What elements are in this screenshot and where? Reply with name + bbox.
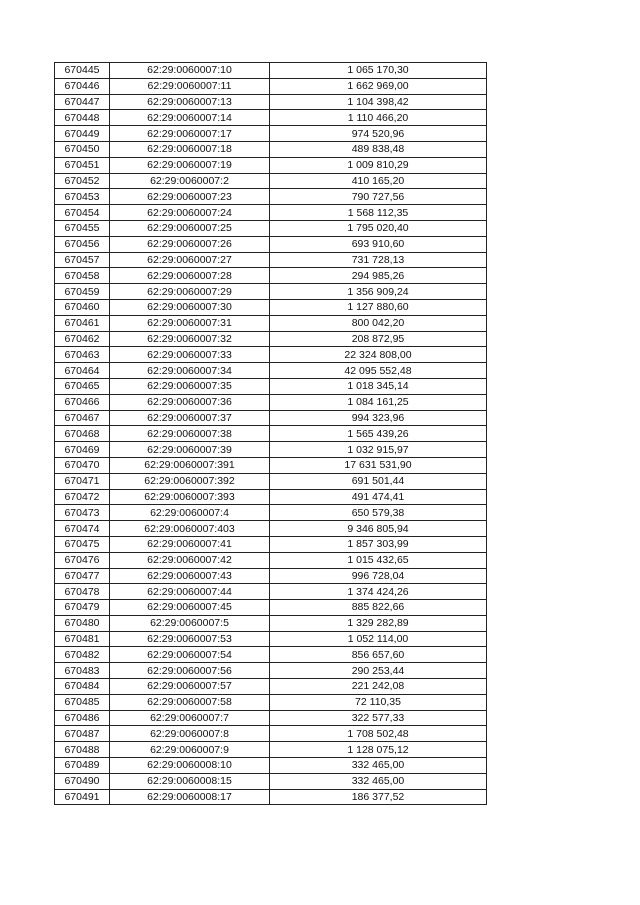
row-id-cell: 670471 bbox=[55, 473, 110, 489]
cadastral-number-cell: 62:29:0060007:38 bbox=[110, 426, 270, 442]
cadastral-number-cell: 62:29:0060007:41 bbox=[110, 536, 270, 552]
cadastral-number-cell: 62:29:0060007:4 bbox=[110, 505, 270, 521]
row-id-cell: 670484 bbox=[55, 679, 110, 695]
table-row bbox=[55, 442, 487, 458]
row-id-cell: 670446 bbox=[55, 78, 110, 94]
cadastral-number-cell: 62:29:0060007:29 bbox=[110, 284, 270, 300]
cadastral-number-cell: 62:29:0060007:30 bbox=[110, 299, 270, 315]
row-id-cell: 670474 bbox=[55, 521, 110, 537]
table-row bbox=[55, 426, 487, 442]
row-id-cell: 670472 bbox=[55, 489, 110, 505]
table-row bbox=[55, 600, 487, 616]
row-id-cell: 670461 bbox=[55, 315, 110, 331]
cadastral-value-cell: 1 329 282,89 bbox=[270, 615, 487, 631]
cadastral-number-cell: 62:29:0060007:392 bbox=[110, 473, 270, 489]
row-id-cell: 670468 bbox=[55, 426, 110, 442]
cadastral-number-cell: 62:29:0060007:32 bbox=[110, 331, 270, 347]
table-row bbox=[55, 363, 487, 379]
cadastral-number-cell: 62:29:0060007:37 bbox=[110, 410, 270, 426]
cadastral-value-cell: 489 838,48 bbox=[270, 141, 487, 157]
cadastral-value-cell: 1 662 969,00 bbox=[270, 78, 487, 94]
cadastral-value-cell: 1 857 303,99 bbox=[270, 536, 487, 552]
row-id-cell: 670476 bbox=[55, 552, 110, 568]
table-row bbox=[55, 615, 487, 631]
row-id-cell: 670470 bbox=[55, 457, 110, 473]
cadastral-number-cell: 62:29:0060007:9 bbox=[110, 742, 270, 758]
cadastral-value-cell: 650 579,38 bbox=[270, 505, 487, 521]
cadastral-value-cell: 1 065 170,30 bbox=[270, 63, 487, 79]
cadastral-value-cell: 186 377,52 bbox=[270, 789, 487, 805]
cadastral-number-cell: 62:29:0060007:27 bbox=[110, 252, 270, 268]
cadastral-value-cell: 1 127 880,60 bbox=[270, 299, 487, 315]
cadastral-value-cell: 1 795 020,40 bbox=[270, 220, 487, 236]
cadastral-value-table bbox=[54, 62, 487, 805]
row-id-cell: 670487 bbox=[55, 726, 110, 742]
row-id-cell: 670465 bbox=[55, 378, 110, 394]
row-id-cell: 670453 bbox=[55, 189, 110, 205]
cadastral-number-cell: 62:29:0060007:26 bbox=[110, 236, 270, 252]
table-row bbox=[55, 663, 487, 679]
row-id-cell: 670451 bbox=[55, 157, 110, 173]
row-id-cell: 670460 bbox=[55, 299, 110, 315]
cadastral-number-cell: 62:29:0060007:53 bbox=[110, 631, 270, 647]
table-row bbox=[55, 299, 487, 315]
table-row bbox=[55, 331, 487, 347]
cadastral-number-cell: 62:29:0060007:44 bbox=[110, 584, 270, 600]
cadastral-number-cell: 62:29:0060007:403 bbox=[110, 521, 270, 537]
cadastral-number-cell: 62:29:0060007:2 bbox=[110, 173, 270, 189]
cadastral-value-cell: 1 374 424,26 bbox=[270, 584, 487, 600]
row-id-cell: 670463 bbox=[55, 347, 110, 363]
cadastral-number-cell: 62:29:0060007:31 bbox=[110, 315, 270, 331]
row-id-cell: 670450 bbox=[55, 141, 110, 157]
cadastral-number-cell: 62:29:0060007:58 bbox=[110, 694, 270, 710]
table-row bbox=[55, 710, 487, 726]
cadastral-value-cell: 856 657,60 bbox=[270, 647, 487, 663]
cadastral-value-cell: 800 042,20 bbox=[270, 315, 487, 331]
row-id-cell: 670467 bbox=[55, 410, 110, 426]
table-body bbox=[55, 63, 487, 805]
cadastral-number-cell: 62:29:0060007:19 bbox=[110, 157, 270, 173]
cadastral-number-cell: 62:29:0060007:57 bbox=[110, 679, 270, 695]
cadastral-number-cell: 62:29:0060007:5 bbox=[110, 615, 270, 631]
cadastral-value-cell: 332 465,00 bbox=[270, 758, 487, 774]
table-row bbox=[55, 505, 487, 521]
cadastral-number-cell: 62:29:0060008:10 bbox=[110, 758, 270, 774]
cadastral-number-cell: 62:29:0060007:7 bbox=[110, 710, 270, 726]
table-row bbox=[55, 726, 487, 742]
table-row bbox=[55, 252, 487, 268]
cadastral-value-cell: 731 728,13 bbox=[270, 252, 487, 268]
row-id-cell: 670455 bbox=[55, 220, 110, 236]
row-id-cell: 670445 bbox=[55, 63, 110, 79]
cadastral-value-cell: 1 018 345,14 bbox=[270, 378, 487, 394]
table-row bbox=[55, 758, 487, 774]
cadastral-number-cell: 62:29:0060007:393 bbox=[110, 489, 270, 505]
row-id-cell: 670479 bbox=[55, 600, 110, 616]
table-row bbox=[55, 410, 487, 426]
cadastral-value-cell: 9 346 805,94 bbox=[270, 521, 487, 537]
cadastral-value-cell: 996 728,04 bbox=[270, 568, 487, 584]
table-row bbox=[55, 457, 487, 473]
row-id-cell: 670469 bbox=[55, 442, 110, 458]
cadastral-value-cell: 1 110 466,20 bbox=[270, 110, 487, 126]
cadastral-number-cell: 62:29:0060007:45 bbox=[110, 600, 270, 616]
cadastral-number-cell: 62:29:0060007:35 bbox=[110, 378, 270, 394]
cadastral-value-cell: 1 032 915,97 bbox=[270, 442, 487, 458]
cadastral-number-cell: 62:29:0060007:24 bbox=[110, 205, 270, 221]
cadastral-value-cell: 1 565 439,26 bbox=[270, 426, 487, 442]
cadastral-number-cell: 62:29:0060007:391 bbox=[110, 457, 270, 473]
cadastral-number-cell: 62:29:0060007:33 bbox=[110, 347, 270, 363]
table-row bbox=[55, 679, 487, 695]
row-id-cell: 670486 bbox=[55, 710, 110, 726]
cadastral-value-cell: 1 009 810,29 bbox=[270, 157, 487, 173]
table-row bbox=[55, 742, 487, 758]
cadastral-value-cell: 410 165,20 bbox=[270, 173, 487, 189]
row-id-cell: 670458 bbox=[55, 268, 110, 284]
row-id-cell: 670489 bbox=[55, 758, 110, 774]
cadastral-number-cell: 62:29:0060007:34 bbox=[110, 363, 270, 379]
cadastral-value-cell: 332 465,00 bbox=[270, 773, 487, 789]
table-row bbox=[55, 236, 487, 252]
table-row bbox=[55, 347, 487, 363]
cadastral-value-cell: 221 242,08 bbox=[270, 679, 487, 695]
row-id-cell: 670464 bbox=[55, 363, 110, 379]
table-row bbox=[55, 584, 487, 600]
table-row bbox=[55, 394, 487, 410]
table-row bbox=[55, 489, 487, 505]
row-id-cell: 670491 bbox=[55, 789, 110, 805]
table-row bbox=[55, 568, 487, 584]
row-id-cell: 670481 bbox=[55, 631, 110, 647]
row-id-cell: 670482 bbox=[55, 647, 110, 663]
table-row bbox=[55, 521, 487, 537]
cadastral-number-cell: 62:29:0060007:8 bbox=[110, 726, 270, 742]
row-id-cell: 670452 bbox=[55, 173, 110, 189]
table-row bbox=[55, 141, 487, 157]
table-row bbox=[55, 173, 487, 189]
cadastral-value-cell: 17 631 531,90 bbox=[270, 457, 487, 473]
row-id-cell: 670488 bbox=[55, 742, 110, 758]
table-row bbox=[55, 284, 487, 300]
table-row bbox=[55, 94, 487, 110]
row-id-cell: 670473 bbox=[55, 505, 110, 521]
table-row bbox=[55, 473, 487, 489]
cadastral-number-cell: 62:29:0060007:42 bbox=[110, 552, 270, 568]
cadastral-value-cell: 290 253,44 bbox=[270, 663, 487, 679]
table-row bbox=[55, 536, 487, 552]
cadastral-number-cell: 62:29:0060007:18 bbox=[110, 141, 270, 157]
cadastral-value-cell: 1 015 432,65 bbox=[270, 552, 487, 568]
cadastral-number-cell: 62:29:0060007:23 bbox=[110, 189, 270, 205]
row-id-cell: 670457 bbox=[55, 252, 110, 268]
table-row bbox=[55, 63, 487, 79]
table-row bbox=[55, 220, 487, 236]
table-row bbox=[55, 789, 487, 805]
row-id-cell: 670480 bbox=[55, 615, 110, 631]
row-id-cell: 670475 bbox=[55, 536, 110, 552]
cadastral-number-cell: 62:29:0060007:56 bbox=[110, 663, 270, 679]
row-id-cell: 670454 bbox=[55, 205, 110, 221]
cadastral-value-cell: 994 323,96 bbox=[270, 410, 487, 426]
table-row bbox=[55, 631, 487, 647]
cadastral-value-cell: 491 474,41 bbox=[270, 489, 487, 505]
cadastral-number-cell: 62:29:0060007:13 bbox=[110, 94, 270, 110]
cadastral-number-cell: 62:29:0060007:10 bbox=[110, 63, 270, 79]
cadastral-number-cell: 62:29:0060007:11 bbox=[110, 78, 270, 94]
cadastral-value-cell: 322 577,33 bbox=[270, 710, 487, 726]
table-row bbox=[55, 268, 487, 284]
table-row bbox=[55, 315, 487, 331]
cadastral-value-cell: 1 084 161,25 bbox=[270, 394, 487, 410]
table-row bbox=[55, 552, 487, 568]
cadastral-number-cell: 62:29:0060007:17 bbox=[110, 126, 270, 142]
cadastral-number-cell: 62:29:0060008:17 bbox=[110, 789, 270, 805]
row-id-cell: 670448 bbox=[55, 110, 110, 126]
cadastral-value-cell: 1 708 502,48 bbox=[270, 726, 487, 742]
table-row bbox=[55, 189, 487, 205]
cadastral-number-cell: 62:29:0060007:54 bbox=[110, 647, 270, 663]
row-id-cell: 670485 bbox=[55, 694, 110, 710]
table-row bbox=[55, 378, 487, 394]
table-row bbox=[55, 110, 487, 126]
table-row bbox=[55, 157, 487, 173]
cadastral-value-cell: 42 095 552,48 bbox=[270, 363, 487, 379]
cadastral-value-cell: 72 110,35 bbox=[270, 694, 487, 710]
cadastral-value-cell: 294 985,26 bbox=[270, 268, 487, 284]
row-id-cell: 670477 bbox=[55, 568, 110, 584]
cadastral-value-cell: 885 822,66 bbox=[270, 600, 487, 616]
cadastral-value-cell: 208 872,95 bbox=[270, 331, 487, 347]
table-row bbox=[55, 694, 487, 710]
table-row bbox=[55, 773, 487, 789]
cadastral-number-cell: 62:29:0060007:14 bbox=[110, 110, 270, 126]
row-id-cell: 670466 bbox=[55, 394, 110, 410]
row-id-cell: 670462 bbox=[55, 331, 110, 347]
cadastral-value-cell: 22 324 808,00 bbox=[270, 347, 487, 363]
cadastral-value-cell: 790 727,56 bbox=[270, 189, 487, 205]
cadastral-value-cell: 1 128 075,12 bbox=[270, 742, 487, 758]
table-row bbox=[55, 78, 487, 94]
table-row bbox=[55, 205, 487, 221]
cadastral-value-cell: 1 104 398,42 bbox=[270, 94, 487, 110]
row-id-cell: 670449 bbox=[55, 126, 110, 142]
row-id-cell: 670447 bbox=[55, 94, 110, 110]
cadastral-number-cell: 62:29:0060007:39 bbox=[110, 442, 270, 458]
row-id-cell: 670459 bbox=[55, 284, 110, 300]
row-id-cell: 670478 bbox=[55, 584, 110, 600]
row-id-cell: 670490 bbox=[55, 773, 110, 789]
cadastral-number-cell: 62:29:0060007:36 bbox=[110, 394, 270, 410]
table-row bbox=[55, 126, 487, 142]
table-row bbox=[55, 647, 487, 663]
row-id-cell: 670483 bbox=[55, 663, 110, 679]
cadastral-value-cell: 974 520,96 bbox=[270, 126, 487, 142]
cadastral-value-cell: 1 568 112,35 bbox=[270, 205, 487, 221]
cadastral-number-cell: 62:29:0060007:25 bbox=[110, 220, 270, 236]
cadastral-number-cell: 62:29:0060008:15 bbox=[110, 773, 270, 789]
cadastral-value-cell: 1 052 114,00 bbox=[270, 631, 487, 647]
row-id-cell: 670456 bbox=[55, 236, 110, 252]
cadastral-value-cell: 1 356 909,24 bbox=[270, 284, 487, 300]
cadastral-number-cell: 62:29:0060007:28 bbox=[110, 268, 270, 284]
cadastral-value-cell: 693 910,60 bbox=[270, 236, 487, 252]
cadastral-value-cell: 691 501,44 bbox=[270, 473, 487, 489]
cadastral-number-cell: 62:29:0060007:43 bbox=[110, 568, 270, 584]
